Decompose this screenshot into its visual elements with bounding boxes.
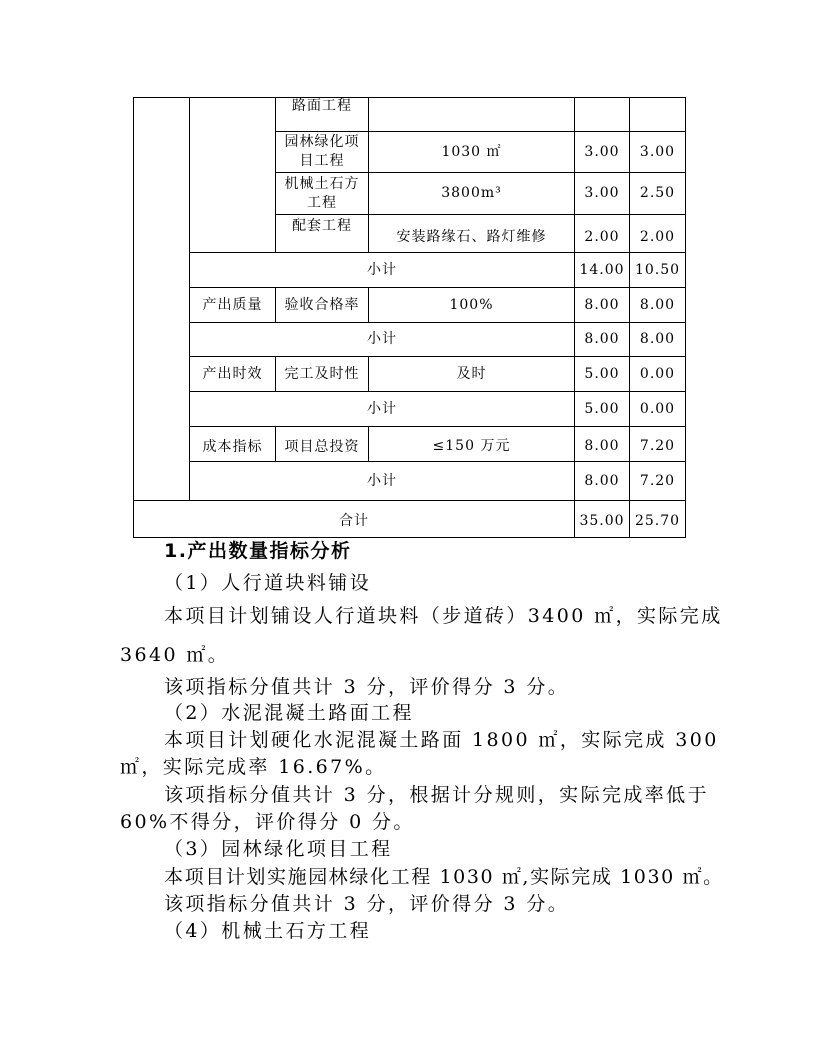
table-rule xyxy=(275,214,686,215)
total-score: 35.00 xyxy=(579,512,625,529)
table-rule xyxy=(189,426,686,427)
table-rule xyxy=(133,500,686,501)
table-cell-score: 3.00 xyxy=(584,143,620,160)
paragraph: 本项目计划实施园林绿化工程 1030 ㎡,实际完成 1030 ㎡。 xyxy=(164,866,724,888)
table-cell-item: 机械土石方工程 xyxy=(284,175,360,211)
table-cell-score: 5.00 xyxy=(584,365,620,382)
table-cell-got: 2.00 xyxy=(639,228,676,245)
subtotal-score: 8.00 xyxy=(584,331,620,347)
table-cell-value: 安装路缘石、路灯维修 xyxy=(396,228,547,245)
paragraph: 3640 ㎡。 xyxy=(120,644,230,666)
table-border-right xyxy=(685,97,686,538)
table-cell-item: 路面工程 xyxy=(292,98,352,114)
table-cell-got: 8.00 xyxy=(639,296,676,313)
subtotal-score: 5.00 xyxy=(584,400,620,417)
table-cell-item: 验收合格率 xyxy=(284,296,360,313)
table-cell-got: 2.50 xyxy=(639,185,676,201)
paragraph: 该项指标分值共计 3 分，评价得分 3 分。 xyxy=(164,893,570,915)
paragraph: 该项指标分值共计 3 分，根据计分规则，实际完成率低于 xyxy=(164,784,709,806)
subtotal-label: 小计 xyxy=(367,261,397,278)
table-cell-category: 成本指标 xyxy=(202,439,263,455)
subheading: （3）园林绿化项目工程 xyxy=(164,838,393,860)
table-cell-score: 2.00 xyxy=(584,228,620,245)
paragraph: 该项指标分值共计 3 分，评价得分 3 分。 xyxy=(164,676,570,698)
section-heading: 1.产出数量指标分析 xyxy=(164,540,352,562)
table-cell-value: 及时 xyxy=(456,365,487,382)
table-cell-value: 100% xyxy=(449,296,494,313)
subtotal-got: 8.00 xyxy=(639,331,676,347)
table-cell-value: ≤150 万元 xyxy=(432,438,511,454)
paragraph: 60%不得分，评价得分 0 分。 xyxy=(120,811,415,833)
table-cell-item: 配套工程 xyxy=(292,218,352,234)
table-cell-value: 3800m³ xyxy=(441,185,502,201)
subtotal-got: 0.00 xyxy=(639,400,676,417)
total-label: 合计 xyxy=(339,512,369,529)
table-cell-score: 8.00 xyxy=(584,296,620,313)
subtotal-label: 小计 xyxy=(367,472,397,489)
table-cell-category: 产出质量 xyxy=(202,296,263,313)
table-cell-score: 8.00 xyxy=(584,438,620,454)
table-cell-item: 项目总投资 xyxy=(284,439,360,455)
table-cell-item: 完工及时性 xyxy=(284,365,360,382)
subtotal-score: 14.00 xyxy=(579,261,625,278)
table-border-left xyxy=(133,97,134,538)
total-got: 25.70 xyxy=(634,512,681,529)
subtotal-got: 10.50 xyxy=(634,261,681,278)
paragraph: 本项目计划铺设人行道块料（步道砖）3400 ㎡，实际完成 xyxy=(164,605,723,627)
paragraph: 本项目计划硬化水泥混凝土路面 1800 ㎡，实际完成 300 xyxy=(164,729,719,751)
table-cell-score: 3.00 xyxy=(584,185,620,201)
subtotal-score: 8.00 xyxy=(584,472,620,489)
table-border-top xyxy=(133,97,686,98)
subheading: （1）人行道块料铺设 xyxy=(164,572,372,594)
table-cell-item: 园林绿化项目工程 xyxy=(284,134,360,169)
subtotal-label: 小计 xyxy=(367,331,397,347)
subheading: （2）水泥混凝土路面工程 xyxy=(164,702,414,724)
subtotal-label: 小计 xyxy=(367,400,397,417)
subheading: （4）机械土石方工程 xyxy=(164,920,372,942)
subtotal-got: 7.20 xyxy=(639,472,676,489)
table-cell-got: 0.00 xyxy=(639,365,676,382)
paragraph: ㎡，实际完成率 16.67%。 xyxy=(120,756,387,778)
table-cell-value: 1030 ㎡ xyxy=(441,143,502,160)
table-border-bottom xyxy=(133,537,686,538)
table-cell-got: 7.20 xyxy=(639,438,676,454)
table-cell-category: 产出时效 xyxy=(202,365,263,382)
table-cell-got: 3.00 xyxy=(639,143,676,160)
